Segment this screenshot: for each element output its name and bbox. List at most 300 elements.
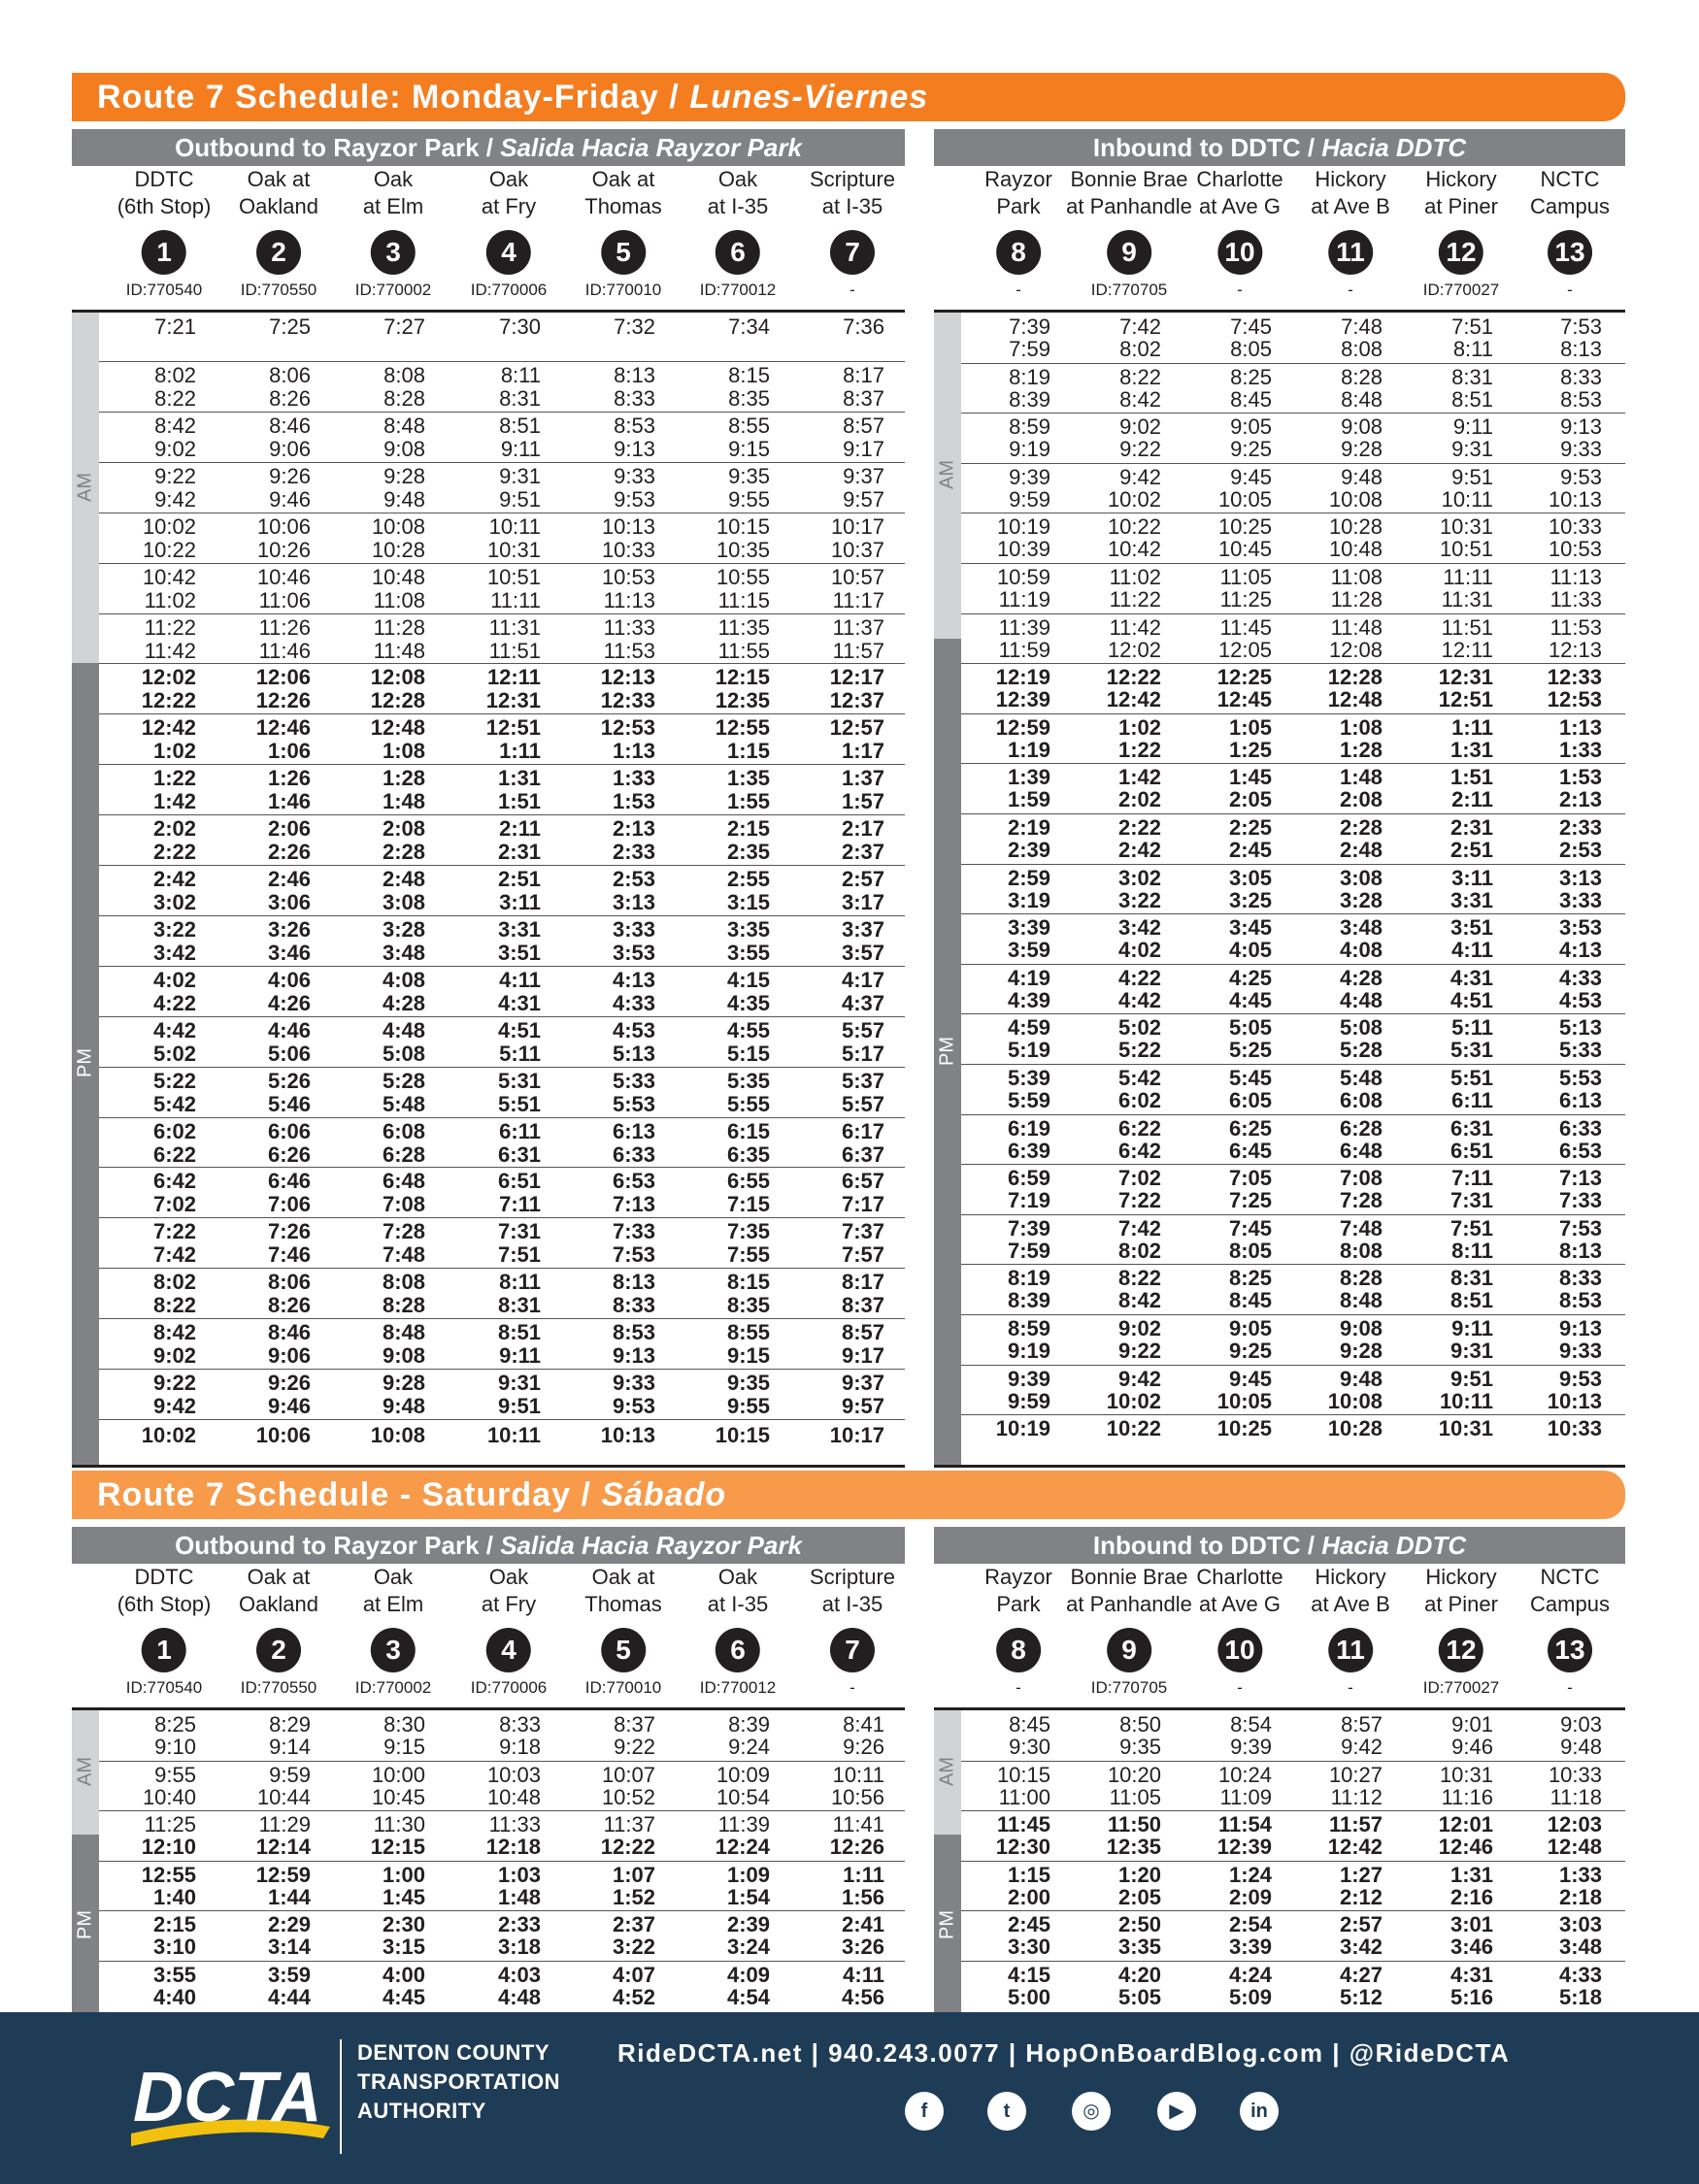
time-cell: 5:11 bbox=[499, 1041, 541, 1066]
time-cell: 11:50 bbox=[1107, 1812, 1161, 1837]
time-cell: 7:37 bbox=[841, 1219, 884, 1244]
time-cell: 10:11 bbox=[1439, 1388, 1493, 1413]
time-cell: 1:27 bbox=[1339, 1862, 1383, 1887]
time-cell: 3:48 bbox=[382, 940, 425, 965]
stop-name: DDTC bbox=[134, 167, 194, 191]
time-cell: 11:53 bbox=[603, 638, 655, 663]
time-cell: 2:19 bbox=[1007, 815, 1050, 840]
time-cell: 9:53 bbox=[612, 1394, 655, 1418]
time-cell: 1:48 bbox=[1339, 765, 1383, 790]
time-cell: 12:59 bbox=[255, 1862, 311, 1887]
row-group-divider bbox=[961, 563, 1625, 564]
time-cell: 2:42 bbox=[152, 867, 196, 891]
row-group-divider bbox=[961, 1064, 1625, 1065]
time-cell: 7:33 bbox=[612, 1219, 655, 1244]
time-cell: 9:33 bbox=[614, 463, 655, 488]
time-cell: 12:02 bbox=[141, 665, 196, 690]
time-cell: 4:24 bbox=[1228, 1962, 1272, 1987]
time-cell: 10:40 bbox=[142, 1784, 196, 1809]
time-cell: 6:08 bbox=[1339, 1088, 1383, 1112]
time-cell: 11:26 bbox=[258, 614, 311, 640]
time-cell: 12:37 bbox=[829, 688, 884, 713]
time-cell: 8:17 bbox=[843, 363, 884, 387]
time-cell: 8:51 bbox=[1451, 386, 1493, 412]
time-cell: 10:28 bbox=[1327, 1416, 1383, 1441]
time-cell: 11:51 bbox=[488, 638, 541, 663]
time-cell: 9:53 bbox=[614, 486, 655, 512]
time-cell: 5:22 bbox=[1117, 1038, 1161, 1063]
time-cell: 12:35 bbox=[1106, 1835, 1161, 1859]
row-group-divider bbox=[961, 1214, 1625, 1215]
time-cell: 3:48 bbox=[1339, 915, 1383, 941]
time-cell: 6:25 bbox=[1228, 1115, 1272, 1141]
time-cell: 2:39 bbox=[1007, 838, 1050, 862]
stop-9 bbox=[1066, 1564, 1192, 1698]
time-cell: 8:11 bbox=[1451, 1238, 1493, 1263]
time-cell: 10:19 bbox=[995, 1416, 1050, 1441]
time-cell: 7:28 bbox=[382, 1219, 425, 1244]
panel-header bbox=[72, 129, 905, 166]
time-cell: 6:28 bbox=[1339, 1115, 1383, 1141]
stop-id: ID:770550 bbox=[240, 281, 317, 299]
time-cell: 4:46 bbox=[267, 1017, 311, 1042]
stop-name: (6th Stop) bbox=[117, 194, 212, 218]
stop-number-badge: 6 bbox=[716, 230, 760, 275]
time-cell: 6:51 bbox=[497, 1169, 541, 1194]
row-group-divider bbox=[99, 1318, 905, 1319]
stop-name: Scripture bbox=[809, 1565, 896, 1589]
time-cell: 8:53 bbox=[614, 413, 655, 438]
panel-header-text: Inbound to DDTC / bbox=[1092, 133, 1322, 162]
time-cell: 11:37 bbox=[603, 1812, 655, 1837]
time-cell: 2:33 bbox=[497, 1912, 541, 1936]
time-cell: 3:39 bbox=[1007, 915, 1050, 941]
time-cell: 7:06 bbox=[267, 1192, 311, 1217]
row-group-divider bbox=[961, 413, 1625, 414]
time-cell: 4:08 bbox=[1339, 938, 1383, 963]
time-cell: 7:11 bbox=[1451, 1166, 1493, 1191]
time-cell: 2:33 bbox=[612, 840, 655, 865]
time-cell: 1:13 bbox=[1558, 714, 1602, 740]
time-cell: 8:39 bbox=[1009, 386, 1050, 412]
stop-name: Rayzor bbox=[984, 167, 1052, 191]
time-cell: 10:11 bbox=[486, 1422, 541, 1447]
time-cell: 8:13 bbox=[1560, 337, 1602, 361]
row-group-divider bbox=[99, 361, 905, 362]
time-cell: 10:45 bbox=[1217, 537, 1272, 562]
time-cell: 3:46 bbox=[1449, 1935, 1493, 1959]
time-cell: 2:08 bbox=[382, 816, 425, 842]
time-cell: 3:31 bbox=[497, 916, 541, 942]
youtube-icon[interactable]: ▶ bbox=[1157, 2092, 1196, 2131]
time-cell: 8:59 bbox=[1009, 414, 1050, 440]
time-cell: 10:08 bbox=[370, 1422, 425, 1447]
stop-name: at Ave B bbox=[1311, 194, 1390, 218]
time-cell: 9:48 bbox=[1341, 464, 1383, 489]
time-cell: 3:02 bbox=[1117, 865, 1161, 890]
time-cell: 2:35 bbox=[726, 840, 770, 865]
time-cell: 4:08 bbox=[382, 967, 425, 992]
time-cell: 6:11 bbox=[1451, 1088, 1493, 1112]
stop-id: ID:770540 bbox=[125, 1678, 203, 1697]
time-cell: 8:28 bbox=[1339, 1266, 1383, 1291]
time-cell: 8:02 bbox=[1117, 1238, 1161, 1263]
time-cell: 12:39 bbox=[995, 687, 1050, 712]
time-cell: 6:42 bbox=[1117, 1138, 1161, 1163]
time-cell: 2:55 bbox=[726, 867, 770, 891]
time-cell: 10:19 bbox=[996, 514, 1050, 540]
time-cell: 9:46 bbox=[269, 486, 311, 512]
time-cell: 3:28 bbox=[382, 916, 425, 942]
row-group-divider bbox=[961, 1264, 1625, 1265]
stop-header-row bbox=[72, 166, 905, 310]
time-cell: 9:03 bbox=[1560, 1712, 1602, 1737]
row-group-divider bbox=[99, 1067, 905, 1068]
time-cell: 1:25 bbox=[1228, 737, 1272, 762]
time-cell: 9:55 bbox=[726, 1394, 770, 1418]
time-cell: 9:17 bbox=[843, 436, 884, 461]
time-cell: 8:42 bbox=[154, 413, 196, 438]
time-cell: 2:51 bbox=[497, 867, 541, 891]
stop-11 bbox=[1311, 166, 1390, 300]
stop-name: Thomas bbox=[584, 1592, 662, 1616]
time-cell: 3:05 bbox=[1228, 865, 1272, 890]
time-cell: 7:45 bbox=[1228, 1215, 1272, 1241]
time-cell: 7:36 bbox=[843, 314, 884, 339]
time-cell: 5:26 bbox=[267, 1068, 311, 1093]
stop-name: Campus bbox=[1530, 194, 1610, 218]
stop-1 bbox=[117, 166, 212, 300]
time-cell: 5:11 bbox=[1451, 1015, 1493, 1041]
timetable bbox=[72, 310, 905, 1468]
time-cell: 8:25 bbox=[154, 1712, 196, 1737]
time-cell: 9:35 bbox=[726, 1371, 770, 1395]
time-cell: 9:51 bbox=[1449, 1366, 1493, 1391]
time-cell: 6:42 bbox=[152, 1169, 196, 1194]
stop-name: at I-35 bbox=[821, 194, 883, 218]
time-cell: 9:25 bbox=[1228, 1339, 1272, 1363]
time-cell: 11:45 bbox=[996, 1812, 1050, 1837]
time-cell: 6:57 bbox=[841, 1169, 884, 1194]
stop-number-badge: 5 bbox=[601, 1628, 646, 1672]
time-cell: 5:13 bbox=[612, 1041, 655, 1066]
time-cell: 12:13 bbox=[600, 665, 655, 690]
time-cell: 8:57 bbox=[1341, 1712, 1383, 1737]
time-cell: 2:22 bbox=[1117, 815, 1161, 840]
time-cell: 4:22 bbox=[152, 990, 196, 1015]
time-cell: 9:37 bbox=[843, 463, 884, 488]
time-cell: 6:33 bbox=[1558, 1115, 1602, 1141]
time-cell: 4:11 bbox=[1451, 938, 1493, 963]
time-cell: 12:42 bbox=[141, 715, 196, 741]
time-cell: 5:15 bbox=[726, 1041, 770, 1066]
time-cell: 1:03 bbox=[497, 1862, 541, 1887]
row-group-divider bbox=[961, 1164, 1625, 1165]
time-cell: 12:22 bbox=[600, 1835, 655, 1859]
stop-number-badge: 1 bbox=[142, 230, 186, 275]
time-cell: 10:00 bbox=[371, 1762, 425, 1787]
time-cell: 7:02 bbox=[1117, 1166, 1161, 1191]
stop-name: Oak bbox=[373, 167, 414, 191]
time-cell: 12:42 bbox=[1106, 687, 1161, 712]
time-cell: 3:08 bbox=[1339, 865, 1383, 890]
time-cell: 9:42 bbox=[1117, 1366, 1161, 1391]
time-cell: 6:37 bbox=[841, 1142, 884, 1167]
time-cell: 9:45 bbox=[1230, 464, 1272, 489]
time-cell: 2:12 bbox=[1339, 1884, 1383, 1909]
time-cell: 5:02 bbox=[1117, 1015, 1161, 1041]
row-group-divider bbox=[961, 964, 1625, 965]
row-group-divider bbox=[961, 1961, 1625, 1962]
time-cell: 8:33 bbox=[1558, 1266, 1602, 1291]
time-cell: 7:51 bbox=[1451, 314, 1493, 339]
time-cell: 1:11 bbox=[499, 739, 541, 764]
time-cell: 11:30 bbox=[373, 1812, 425, 1837]
time-cell: 9:39 bbox=[1230, 1735, 1272, 1759]
time-cell: 4:02 bbox=[1117, 938, 1161, 963]
time-cell: 4:48 bbox=[1339, 987, 1383, 1012]
time-cell: 3:33 bbox=[612, 916, 655, 942]
time-cell: 1:20 bbox=[1117, 1862, 1161, 1887]
row-group-divider bbox=[99, 814, 905, 815]
time-cell: 8:51 bbox=[497, 1320, 541, 1345]
time-cell: 11:33 bbox=[488, 1812, 541, 1837]
time-cell: 8:57 bbox=[841, 1320, 884, 1345]
time-cell: 4:02 bbox=[152, 967, 196, 992]
time-cell: 11:46 bbox=[258, 638, 311, 663]
row-group-divider bbox=[99, 563, 905, 564]
row-group-divider bbox=[99, 613, 905, 614]
time-cell: 9:48 bbox=[383, 486, 425, 512]
contact-info[interactable]: RideDCTA.net | 940.243.0077 | HopOnBoardBlog.com | @RideDCTA bbox=[617, 2038, 1511, 2068]
time-cell: 5:33 bbox=[1558, 1038, 1602, 1063]
time-cell: 3:22 bbox=[152, 916, 196, 942]
stop-id: ID:770012 bbox=[699, 281, 777, 299]
time-cell: 11:11 bbox=[1443, 565, 1493, 589]
stop-number-badge: 7 bbox=[830, 1628, 875, 1672]
time-cell: 4:27 bbox=[1339, 1962, 1383, 1987]
time-cell: 12:39 bbox=[1216, 1835, 1272, 1859]
time-cell: 5:12 bbox=[1339, 1984, 1383, 2009]
stop-name: Oak at bbox=[591, 167, 655, 191]
time-cell: 7:22 bbox=[1117, 1188, 1161, 1213]
time-cell: 4:52 bbox=[612, 1984, 655, 2009]
stop-6 bbox=[700, 166, 776, 300]
time-cell: 1:45 bbox=[1228, 765, 1272, 790]
time-cell: 10:02 bbox=[1107, 486, 1161, 512]
stop-name: Thomas bbox=[584, 194, 662, 218]
stop-id: - bbox=[1567, 1678, 1573, 1697]
time-cell: 1:31 bbox=[497, 766, 541, 791]
time-cell: 10:31 bbox=[1439, 514, 1493, 540]
time-cell: 9:24 bbox=[728, 1735, 770, 1759]
time-cell: 4:07 bbox=[612, 1962, 655, 1987]
time-cell: 2:31 bbox=[1449, 815, 1493, 840]
row-group-divider bbox=[99, 1369, 905, 1370]
facebook-icon[interactable]: f bbox=[905, 2092, 944, 2131]
panel-header bbox=[934, 129, 1625, 166]
linkedin-icon[interactable]: in bbox=[1240, 2092, 1279, 2131]
stop-name: Oak bbox=[488, 1565, 529, 1589]
time-cell: 9:19 bbox=[1007, 1339, 1050, 1363]
time-cell: 10:08 bbox=[1327, 1388, 1383, 1413]
time-cell: 7:59 bbox=[1007, 1238, 1050, 1263]
stop-id: - bbox=[1348, 281, 1353, 299]
instagram-icon[interactable]: ◎ bbox=[1072, 2092, 1111, 2131]
time-cell: 8:11 bbox=[499, 1270, 541, 1295]
time-cell: 1:48 bbox=[382, 789, 425, 814]
stop-id: ID:770540 bbox=[125, 281, 203, 299]
stop-number-badge: 2 bbox=[256, 230, 301, 275]
stop-id: ID:770002 bbox=[354, 1678, 432, 1697]
time-cell: 1:51 bbox=[1449, 765, 1493, 790]
timetable bbox=[72, 1707, 905, 2020]
time-cell: 8:05 bbox=[1230, 337, 1272, 361]
time-cell: 12:01 bbox=[1438, 1812, 1493, 1837]
time-cell: 8:31 bbox=[1451, 364, 1493, 389]
time-cell: 8:22 bbox=[152, 1293, 196, 1318]
time-cell: 11:09 bbox=[1219, 1784, 1272, 1809]
panel-header-text-es: Hacia DDTC bbox=[1321, 133, 1467, 162]
time-cell: 9:51 bbox=[1451, 464, 1493, 489]
time-cell: 7:34 bbox=[728, 314, 770, 339]
time-cell: 5:05 bbox=[1228, 1015, 1272, 1041]
time-cell: 8:35 bbox=[726, 1293, 770, 1318]
time-cell: 7:22 bbox=[152, 1219, 196, 1244]
time-cell: 7:08 bbox=[1339, 1166, 1383, 1191]
saturday-inbound-panel bbox=[934, 1527, 1625, 2020]
time-cell: 1:24 bbox=[1228, 1862, 1272, 1887]
time-cell: 10:11 bbox=[488, 513, 541, 539]
time-cell: 8:55 bbox=[726, 1320, 770, 1345]
twitter-icon[interactable]: t bbox=[987, 2092, 1026, 2131]
footer bbox=[0, 2012, 1699, 2184]
time-cell: 4:42 bbox=[152, 1017, 196, 1042]
saturday-outbound-panel bbox=[72, 1527, 905, 2020]
time-cell: 2:25 bbox=[1228, 815, 1272, 840]
time-cell: 12:08 bbox=[370, 665, 425, 690]
stop-id: ID:770002 bbox=[354, 281, 432, 299]
time-cell: 2:48 bbox=[1339, 838, 1383, 862]
time-cell: 11:35 bbox=[717, 614, 770, 640]
time-cell: 2:57 bbox=[1339, 1912, 1383, 1936]
time-cell: 9:22 bbox=[154, 463, 196, 488]
time-cell: 11:55 bbox=[717, 638, 770, 663]
time-cell: 12:33 bbox=[1547, 665, 1602, 690]
time-cell: 1:28 bbox=[1339, 737, 1383, 762]
time-cell: 9:59 bbox=[269, 1762, 311, 1787]
time-cell: 12:46 bbox=[1438, 1835, 1493, 1859]
time-cell: 12:33 bbox=[600, 688, 655, 713]
time-cell: 9:42 bbox=[1119, 464, 1161, 489]
time-cell: 9:01 bbox=[1451, 1712, 1493, 1737]
time-cell: 3:03 bbox=[1558, 1912, 1602, 1936]
stop-name: Charlotte bbox=[1196, 1565, 1283, 1589]
time-cell: 4:13 bbox=[1558, 938, 1602, 963]
time-cell: 4:40 bbox=[152, 1984, 196, 2009]
time-cell: 5:59 bbox=[1007, 1088, 1050, 1112]
time-cell: 10:39 bbox=[996, 537, 1050, 562]
time-cell: 7:39 bbox=[1009, 314, 1050, 339]
stop-name: at Piner bbox=[1424, 194, 1498, 218]
time-cell: 10:06 bbox=[256, 513, 311, 539]
am-label: AM bbox=[936, 1757, 958, 1786]
time-cell: 10:13 bbox=[1547, 1388, 1602, 1413]
panel-header-text: Outbound to Rayzor Park / bbox=[175, 133, 501, 162]
time-cell: 10:37 bbox=[830, 537, 884, 562]
time-cell: 2:06 bbox=[267, 816, 311, 842]
panel-header-text: Inbound to DDTC / bbox=[1092, 1531, 1322, 1560]
stop-3 bbox=[355, 1564, 431, 1698]
time-cell: 5:45 bbox=[1228, 1066, 1272, 1090]
time-cell: 2:18 bbox=[1558, 1884, 1602, 1909]
row-group-divider bbox=[99, 462, 905, 463]
time-cell: 8:28 bbox=[383, 386, 425, 411]
time-cell: 9:55 bbox=[154, 1762, 196, 1787]
row-group-divider bbox=[99, 663, 905, 664]
time-cell: 8:48 bbox=[1339, 1288, 1383, 1313]
time-cell: 2:02 bbox=[1117, 787, 1161, 812]
panel-header-text-es: Salida Hacia Rayzor Park bbox=[500, 133, 802, 162]
time-cell: 8:31 bbox=[497, 1293, 541, 1318]
time-cell: 12:05 bbox=[1217, 637, 1272, 662]
time-cell: 2:05 bbox=[1228, 787, 1272, 812]
time-cell: 8:53 bbox=[1558, 1288, 1602, 1313]
logo-divider bbox=[340, 2039, 342, 2154]
time-cell: 9:48 bbox=[1560, 1735, 1602, 1759]
time-cell: 3:11 bbox=[499, 890, 541, 914]
stop-name: Park bbox=[996, 1592, 1041, 1616]
time-cell: 10:02 bbox=[1106, 1388, 1161, 1413]
time-cell: 9:35 bbox=[1119, 1735, 1161, 1759]
time-cell: 1:02 bbox=[1117, 714, 1161, 740]
time-cell: 1:08 bbox=[382, 739, 425, 764]
time-cell: 2:30 bbox=[382, 1912, 425, 1936]
time-cell: 9:37 bbox=[841, 1371, 884, 1395]
time-cell: 7:11 bbox=[499, 1192, 541, 1217]
time-cell: 10:31 bbox=[1438, 1416, 1493, 1441]
time-cell: 12:45 bbox=[1216, 687, 1272, 712]
time-cell: 2:41 bbox=[841, 1912, 884, 1936]
time-cell: 7:31 bbox=[1449, 1188, 1493, 1213]
time-cell: 1:19 bbox=[1007, 737, 1050, 762]
time-cell: 7:25 bbox=[269, 314, 311, 339]
time-cell: 1:05 bbox=[1228, 714, 1272, 740]
time-cell: 9:15 bbox=[726, 1343, 770, 1369]
time-cell: 10:55 bbox=[716, 564, 770, 589]
time-cell: 11:33 bbox=[603, 614, 655, 640]
time-cell: 2:42 bbox=[1117, 838, 1161, 862]
row-group-divider bbox=[961, 463, 1625, 464]
time-cell: 9:33 bbox=[612, 1371, 655, 1395]
weekday-schedule-title: Route 7 Schedule: Monday-Friday / Lunes-Viernes bbox=[72, 73, 1625, 121]
time-cell: 8:02 bbox=[154, 363, 196, 387]
pm-label: PM bbox=[936, 1036, 958, 1066]
time-cell: 5:55 bbox=[726, 1091, 770, 1116]
time-cell: 5:09 bbox=[1228, 1984, 1272, 2009]
time-cell: 8:28 bbox=[382, 1293, 425, 1318]
time-cell: 1:57 bbox=[841, 789, 884, 814]
time-cell: 12:48 bbox=[1547, 1835, 1602, 1859]
time-cell: 11:08 bbox=[373, 587, 425, 612]
time-cell: 5:02 bbox=[152, 1041, 196, 1066]
dcta-logo[interactable] bbox=[131, 2041, 335, 2158]
time-cell: 9:13 bbox=[1560, 414, 1602, 440]
time-cell: 9:31 bbox=[1449, 1339, 1493, 1363]
am-label: AM bbox=[936, 460, 958, 489]
time-cell: 1:22 bbox=[152, 766, 196, 791]
time-cell: 7:48 bbox=[1341, 314, 1383, 339]
